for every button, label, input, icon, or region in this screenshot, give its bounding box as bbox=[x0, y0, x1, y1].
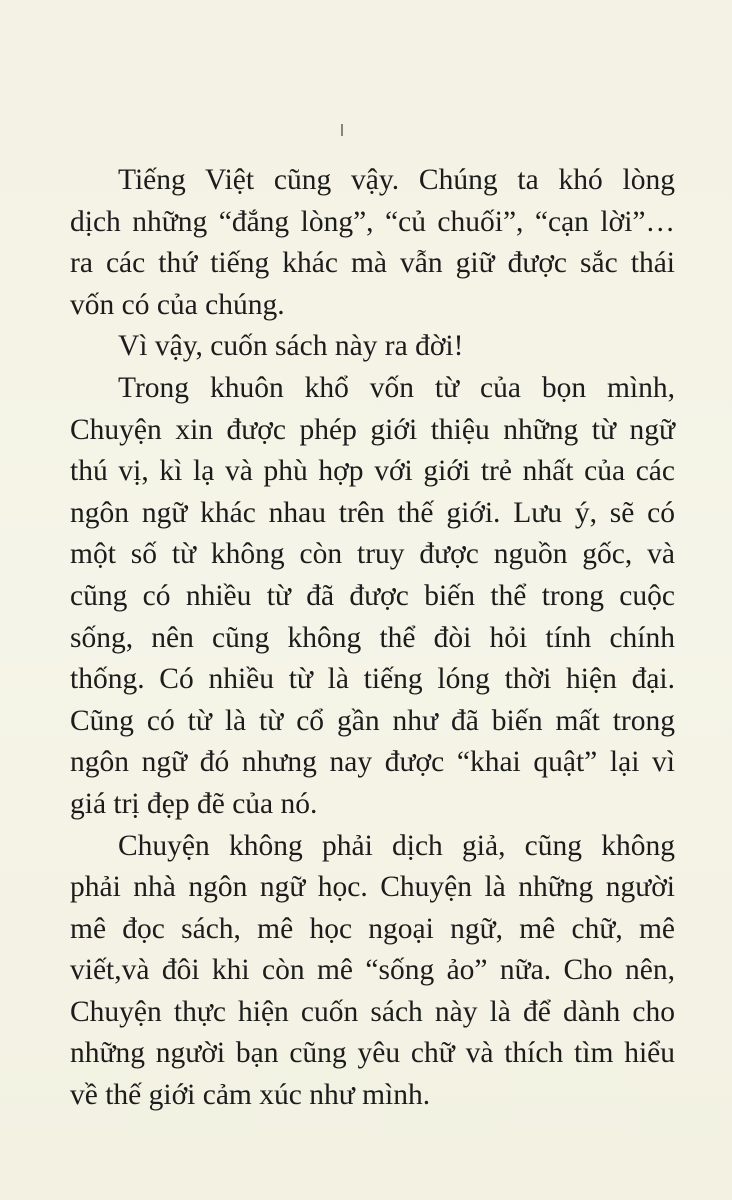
text-line: Chuyện xin được phép giới thiệu những từ ngữ bbox=[70, 413, 675, 446]
text-line: ngôn ngữ khác nhau trên thế giới. Lưu ý, sẽ có bbox=[70, 496, 675, 529]
text-line: sống, nên cũng không thể đòi hỏi tính chính bbox=[70, 621, 675, 654]
paragraph-3 bbox=[70, 368, 675, 826]
text-line: Chuyện thực hiện cuốn sách này là để dành cho bbox=[70, 995, 675, 1028]
text-line: Vì vậy, cuốn sách này ra đời! bbox=[118, 330, 464, 363]
text-line: phải nhà ngôn ngữ học. Chuyện là những người bbox=[70, 871, 675, 904]
text-line: ra các thứ tiếng khác mà vẫn giữ được sắc thái bbox=[70, 247, 675, 280]
text-line: cũng có nhiều từ đã được biến thể trong cuộc bbox=[70, 579, 675, 612]
text-line: ngôn ngữ đó nhưng nay được “khai quật” lại vì bbox=[70, 746, 675, 779]
body-text bbox=[70, 160, 675, 1117]
text-line: giá trị đẹp đẽ của nó. bbox=[70, 787, 318, 820]
text-line: thống. Có nhiều từ là tiếng lóng thời hiện đại. bbox=[70, 663, 675, 696]
paragraph-1 bbox=[70, 160, 675, 326]
paragraph-4 bbox=[70, 826, 675, 1117]
page-mark bbox=[341, 124, 343, 136]
text-line: những người bạn cũng yêu chữ và thích tìm hiểu bbox=[70, 1037, 675, 1070]
text-line: viết,và đôi khi còn mê “sống ảo” nữa. Cho nên, bbox=[70, 954, 675, 987]
text-line: thú vị, kì lạ và phù hợp với giới trẻ nhất của các bbox=[70, 455, 675, 488]
text-line: dịch những “đắng lòng”, “củ chuối”, “cạn lời”… bbox=[70, 205, 675, 238]
text-line: một số từ không còn truy được nguồn gốc, và bbox=[70, 538, 675, 571]
text-line: Trong khuôn khổ vốn từ của bọn mình, bbox=[118, 371, 675, 404]
text-line: mê đọc sách, mê học ngoại ngữ, mê chữ, mê bbox=[70, 912, 675, 945]
text-line: về thế giới cảm xúc như mình. bbox=[70, 1079, 431, 1112]
text-line: Chuyện không phải dịch giả, cũng không bbox=[118, 829, 675, 862]
text-line: vốn có của chúng. bbox=[70, 288, 285, 321]
text-line: Tiếng Việt cũng vậy. Chúng ta khó lòng bbox=[118, 164, 675, 196]
text-line: Cũng có từ là từ cổ gần như đã biến mất trong bbox=[70, 704, 675, 737]
paragraph-2 bbox=[70, 326, 675, 368]
